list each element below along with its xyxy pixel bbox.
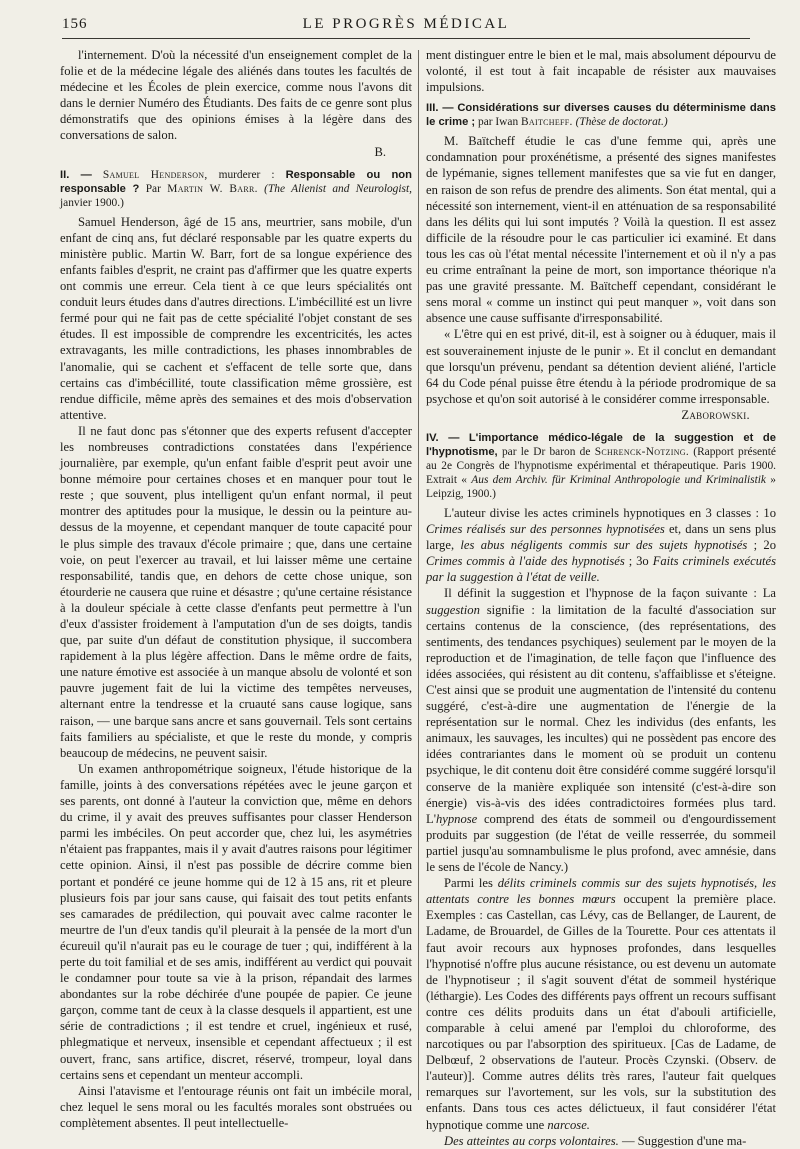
section-ii-heading [60, 168, 412, 210]
column-divider [418, 50, 419, 1100]
section-iv-heading [426, 431, 776, 501]
section-ii-paragraph-3: Un examen anthropométrique soigneux, l'étude historique de la famille, joints à des conversations répétées avec le jeune garçon et ses parents, ont donné à l'auteur la conviction que, même en dehors du crime, il y avait des preuves suffisantes pour classer Henderson parmi les imbéciles. On peut accorder que, chez lui, les asymétries n'étaient pas frappantes, mais il y avait d'autres raisons pour légitimer cette opinion. Ainsi, il n'est pas possible de décrire comme bien portant et pondéré ce jeune homme qui de 12 à 15 ans, rit et pleure plusieurs fois par jour sans cause, qui faisait des tout petits enfants ses camarades de prédilection, qui pouvait avec calme raconter le meurtre de l'un d'eux tandis qu'il pleurait à la pensée de la mort d'un écureuil qu'il n'aurait pas eu le courage de tuer ; qui, indifférent à la perte du toit familial et de ses amis, indifférent au verdict qui pouvait le condamner pour toute sa vie à la prison, répandait des larmes abondantes sur la robe déchirée d'une poupée de papier. Ce jeune garçon, comme tant de ceux à la classe desquels il appartient, est une série de contradictions ; il est tendre et cruel, ingénieux et rusé, phlegmatique et nerveux, insensible et cependant affectueux ; il est ouvert, franc, sans artifice, discret, réservé, trompeur, loyal dans certains sens et cependant un menteur accompli. [60, 761, 412, 1082]
signature-zaborowski: Zaborowski. [681, 407, 750, 422]
section-iv-note-2: » Leipzig, 1900.) [426, 473, 776, 500]
text-run: L'auteur divise les actes criminels hypnotiques en 3 classes : 1o [444, 505, 776, 520]
section-ii-number: II. — [60, 168, 92, 181]
italic-run: les abus négligents commis sur des sujets hypnotisés [460, 538, 748, 553]
section-ii-author2: Martin W. Barr. [167, 182, 258, 195]
section-iv-paragraph-4 [426, 1133, 776, 1149]
section-ii-murderer: murderer : [218, 168, 275, 181]
text-run: Parmi les [444, 876, 493, 891]
section-ii-by: Par [145, 182, 161, 195]
section-iv-paragraph-1 [426, 505, 776, 585]
section-ii-title: Responsable ou non responsable ? [60, 168, 412, 195]
continued-paragraph: ment distinguer entre le bien et le mal, mais absolument dépourvu de volonté, il est tout à fait incapable de résister aux mauvaises impulsions. [426, 48, 776, 95]
section-iii-paragraph-2: « L'être qui en est privé, dit-il, est à soigner ou à éduquer, mais il est souverainement injuste de le punir ». Et il conclut en demandant que lorsqu'un prévenu, pendant sa détention devient aliéné, l'article 64 du Code pénal puisse être étendu à la période prodromique de sa psychose et qu'on soit autorisé à le considérer comme irresponsable. [426, 327, 776, 406]
text-run: ; 2o [753, 538, 776, 553]
section-iii-author: Baitcheff. [521, 116, 573, 129]
section-ii-paragraph-2: Il ne faut donc pas s'étonner que des experts refusent d'accepter les nombreuses contradictions constatées dans l'expérience journalière, par exemple, qu'un enfant faible d'esprit peut avoir une bonne mémoire pour certaines choses et en manquer pour tout le reste ; que souvent, plus intelligent qu'un enfant normal, il peut montrer des aptitudes pour la musique, le dessin ou la peinture au-dessus de la moyenne, et cependant manquer de toute capacité pour le plus simple des travaux d'école primaire ; que, dans une certaine voie, on peut l'exercer au travail, et lui laisser même une certaine responsabilité, tandis que, en dehors de cette chose unique, son étourderie ne causera que ruine et désastre ; qu'une certaine résistance à la douleur spéciale à cette classe d'enfants peut permettre à l'un d'eux d'assister froidement à l'amputation d'un de ses doigts, tandis que, par suite d'un défaut de constitution physique, il succombera rapidement à la plus légère affection. Dans le même ordre de faits, une nature émotive est associée à un manque absolu de volonté et son pauvre jugement fait de lui la victime des tempêtes nerveuses, alternant entre la tendresse et la cruauté sans cause logique, sans raison, — une barque sans ancre et sans gouvernail. Tels sont certains faits familiers au spécialiste, et que le reste du monde, y compris beaucoup de médecins, ne peuvent saisir. [60, 423, 412, 760]
page-header [62, 14, 750, 39]
section-iv-paragraph-2 [426, 585, 776, 875]
right-column [426, 47, 776, 1148]
section-iii-heading [426, 101, 776, 129]
italic-run: suggestion [426, 602, 480, 617]
section-ii-date: janvier 1900.) [60, 196, 124, 209]
section-iii-title: Considérations sur diverses causes du déterminisme dans le crime ; [426, 102, 776, 129]
section-ii-source: (The Alienist and Neurologist, [264, 182, 412, 195]
section-iv-paragraph-3 [426, 875, 776, 1133]
section-iii-source: (Thèse de doctorat.) [575, 116, 668, 129]
text-run: ; 3o [628, 554, 649, 569]
section-ii-author: Samuel Henderson, [102, 168, 208, 181]
section-iii-number: III. — [426, 102, 454, 115]
section-iv-by: par le Dr baron de [501, 445, 591, 458]
text-run: — Suggestion d'une ma- [621, 1133, 747, 1148]
text-run: comprend des états de sommeil ou d'engourdissement produits par suggestion (de l'état de veille resserrée, du sommeil partiel jusqu'au somnambulisme le plus profond, avec amnésie, dans le sens de l'école de Nancy.) [426, 811, 776, 875]
italic-run: délits criminels commis sur des sujets hypnotisés, les attentats contre les bonnes mœurs [426, 876, 776, 907]
section-iii-paragraph-1: M. Baïtcheff étudie le cas d'une femme qui, après une condamnation pour proxénétisme, a présenté des signes manifestes de lypémanie, signes tellement manifestes que sa vie fut en danger, en raison de son refus de prendre des aliments. Son état mental, qui a nécessité son internement, vient-il en atténuation de sa responsabilité dans les délits qui lui sont imputés ? Voilà la question. Il est assez difficile de la résoudre pour le cas particulier ici examiné. Et dans tous les cas où l'état mental nécessite l'internement et où il n'y a pas eu crime entraînant la peine de mort, son importance théorique n'a pas une gravité pressante. M. Baïtcheff cependant, considérant le sens moral « comme un instinct qui peut manquer », voit dans son absence une cause suffisante d'irresponsabilité. [426, 134, 776, 326]
signature-b: B. [374, 144, 386, 159]
section-iv-note-1: (Rapport présenté au 2e Congrès de l'hypnotisme expérimental et thérapeutique. Paris 1900. Extrait « [426, 445, 776, 486]
section-iv-author: Schrenck-Notzing. [594, 445, 690, 458]
text-run: signifie : la limitation de la faculté d'association sur certains contenus de la conscience, (des représentations, des sentiments, des tendances psychiques) seulement par le moyen de la reproduction et de l'imagination, de telle façon que l'influence des idées associées, qui résistent au dit contenu, s'affaiblisse et s'éteigne. C'est ainsi que se produit une augmentation de l'intensité du contenu suggéré, c'est-à-dire une augmentation de l'énergie de la représentation sur le normal. Chez les individus (des enfants, les animaux, les sauvages, les incultes) qui ne possèdent pas encore des idées contrariantes dans le moment où se produit un contenu psychique, le dit contenu doit être considéré comme suggéré lorsqu'il conserve de la manière expliquée son intensité (c'est-à-dire son énergie) vis-à-vis des idées contradictoires formées plus tard. L' [426, 602, 776, 826]
section-iv-title: L'importance médico-légale de la suggestion et de l'hypnotisme, [426, 431, 776, 458]
section-ii-paragraph-4: Ainsi l'atavisme et l'entourage réunis ont fait un imbécile moral, chez lequel le sens moral ou les facultés morales sont obstruées ou complètement absentes. Il peut intellectuelle- [60, 1083, 412, 1130]
text-run: Il définit la suggestion et l'hypnose de la façon suivante : La [444, 586, 776, 601]
section-iv-number: IV. — [426, 431, 460, 444]
text-run: occupent la première place. Exemples : cas Castellan, cas Lévy, cas de Bellanger, de Laurent, de Ladame, de Brouardel, de Gilles de la Tourette. Pour ces attentats il faut avoir recours aux hypnoses profondes, dans lesquelles l'hypnotisé n'offre plus aucune résistance, ou est devenu un automate de l'hypnotiseur ; il s'agit souvent d'état de sommeil hystérique (léthargie). Les Codes des différents pays offrent un recours suffisant contre ces délits produits dans un état d'abouli artificielle, comparable à celui amené par l'emploi du chloroforme, des narcotiques ou par l'absorption des spiritueux. [Cas de Ladame, de Delbœuf, 2 observations de l'auteur. Procès Czynski. (Observ. de l'auteur)]. Comme autres délits très rares, l'auteur fait quelques remarques sur l'avortement, sur les vols, sur la substitution des enfants. Dans tous ces actes délictueux, il faut considérer l'état hypnotique comme une [426, 892, 776, 1132]
italic-run: Faits criminels exécutés par la suggestion à l'état de veille. [426, 554, 776, 585]
left-column [60, 47, 412, 1130]
section-ii-paragraph-1: Samuel Henderson, âgé de 15 ans, meurtrier, sans mobile, d'un enfant de cinq ans, fut déclaré responsable par les quatre experts du ministère public. Martin W. Barr, fort de sa longue expérience des enfants faibles d'esprit, ne craint pas d'affirmer que les quatre experts ont commis une erreur. Cela tient à ce que leurs spécialités ont conduit leurs études dans d'autres directions. L'imbécillité est un livre fermé pour qui ne fait pas de cette spécialité l'objet constant de ses études. Il est impossible de comprendre les excentricités, les actes extravagants, les mille contradictions, les phases innombrables de l'anomalie, qui se cachent et s'effacent de telle sorte que, dans certains cas d'imbécillité, toute classification même grossière, est rendue difficile, même après des semaines et des mois d'observation attentive. [60, 214, 412, 422]
section-iv-source: Aus dem Archiv. für Kriminal Anthropologie und Kriminalistik [471, 473, 766, 486]
page-number: 156 [62, 16, 88, 32]
intro-paragraph: l'internement. D'où la nécessité d'un enseignement complet de la folie et de la médecine légale des aliénés dans toutes les facultés de médecine et les Écoles de plein exercice, comme nous l'avons dit dans le dernier Numéro des Étudiants. Des faits de ce genre sont plus démonstratifs que des opinions émises à la légère dans des conversations de salon. [60, 48, 412, 143]
text-run: et, dans un sens plus large, [426, 522, 776, 553]
italic-run: Crimes commis à l'aide des hypnotisés [426, 554, 625, 569]
italic-run: Des atteintes au corps volontaires. [444, 1133, 619, 1148]
italic-run: Crimes réalisés sur des personnes hypnotisées [426, 522, 665, 537]
italic-run: narcose. [547, 1117, 590, 1132]
section-iii-by: par Iwan [478, 116, 519, 129]
italic-run: hypnose [435, 811, 478, 826]
journal-title: LE PROGRÈS MÉDICAL [302, 16, 510, 32]
